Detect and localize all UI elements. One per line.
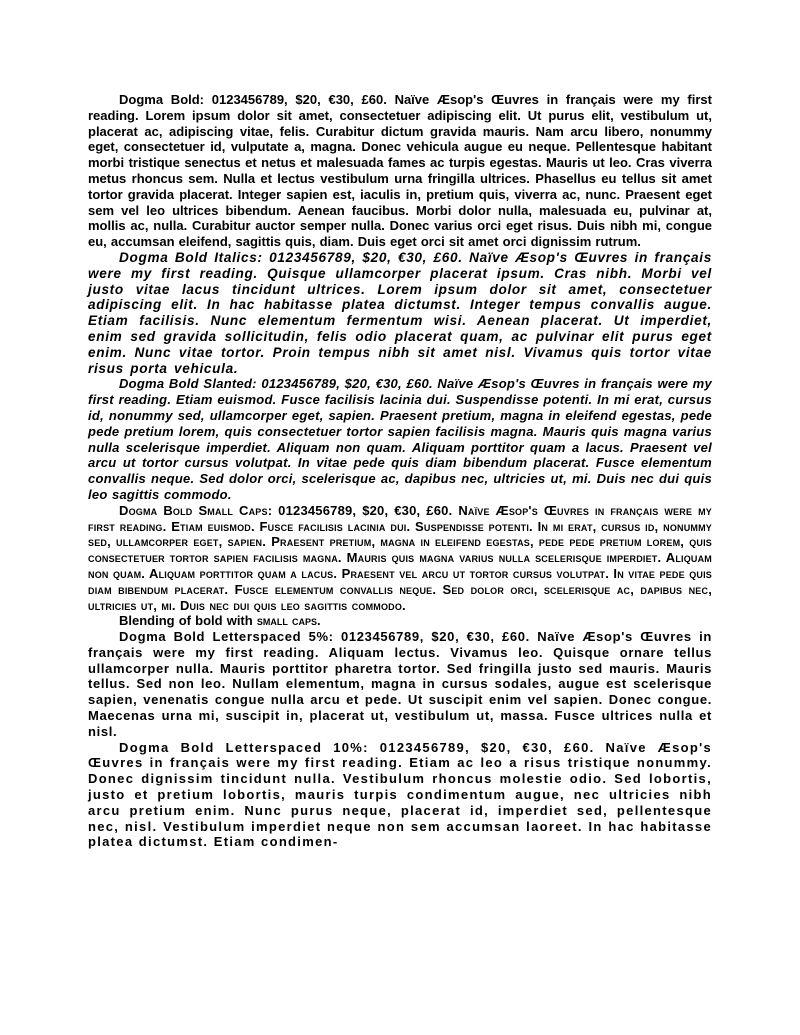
paragraph-dogma-bold-small-caps: Dogma Bold Small Caps: 0123456789, $20, €30, £60. Naïve Æsop's Œuvres in français were my first reading. Etiam euismod. Fusce facilisis lacinia dui. Suspendisse potenti. In mi erat, cursus id, nonummy sed, ullamcorper eget, sapien. Praesent pretium, magna in eleifend egestas, pede pede pretium lorem, quis consectetuer tortor sapien facilisis magna. Mauris quis magna varius nulla scelerisque imperdiet. Aliquam non quam. Aliquam porttitor quam a lacus. Praesent vel arcu ut tortor cursus volutpat. In vitae pede quis diam bibendum placerat. Fusce elementum convallis neque. Sed dolor orci, scelerisque ac, dapibus nec, ultricies ut, mi. Duis nec dui quis leo sagittis commodo. [88,502,712,613]
paragraph-dogma-bold-slanted: Dogma Bold Slanted: 0123456789, $20, €30, £60. Naïve Æsop's Œuvres in français were my first reading. Etiam euismod. Fusce facilisis lacinia dui. Suspendisse potenti. In mi erat, cursus id, nonummy sed, ullamcorper eget, sapien. Praesent pretium, magna in eleifend egestas, pede pede pretium lorem, quis consectetuer tortor sapien facilisis magna. Mauris quis magna varius nulla scelerisque imperdiet. Aliquam non quam. Aliquam porttitor quam a lacus. Praesent vel arcu ut tortor cursus volutpat. In vitae pede quis diam bibendum placerat. Fusce elementum convallis neque. Sed dolor orci, scelerisque ac, dapibus nec, ultricies ut, mi. Duis nec dui quis leo sagittis commodo. [88,376,712,502]
blending-small-caps-text: small caps. [256,613,321,629]
paragraph-dogma-bold-letterspaced-10: Dogma Bold Letterspaced 10%: 0123456789, $20, €30, £60. Naïve Æsop's Œuvres in français were my first reading. Etiam ac leo a risus tristique nonummy. Donec dignissim tincidunt nulla. Vestibulum rhoncus molestie odio. Sed lobortis, justo et pretium lobortis, mauris turpis condimentum augue, nec ultricies nibh arcu pretium enim. Nunc purus neque, placerat id, imperdiet sed, pellentesque nec, nisl. Vestibulum imperdiet neque non sem accumsan laoreet. In hac habitasse platea dictumst. Etiam condimen- [88,739,712,850]
paragraph-dogma-bold-letterspaced-5: Dogma Bold Letterspaced 5%: 0123456789, $20, €30, £60. Naïve Æsop's Œuvres in français were my first reading. Aliquam lectus. Vivamus leo. Quisque ornare tellus ullamcorper nulla. Mauris porttitor pharetra tortor. Sed fringilla justo sed mauris. Mauris tellus. Sed non leo. Nullam elementum, magna in cursus sodales, augue est scelerisque sapien, venenatis congue nulla arcu et pede. Ut suscipit enim vel sapien. Donec congue. Maecenas urna mi, suscipit in, placerat ut, vestibulum ut, massa. Fusce ultrices nulla et nisl. [88,629,712,739]
blending-lead-text: Blending of bold with [119,613,257,629]
paragraph-dogma-bold-italics: Dogma Bold Italics: 0123456789, $20, €30, £60. Naïve Æsop's Œuvres in français were my first reading. Quisque ullamcorper placerat ipsum. Cras nibh. Morbi vel justo vitae lacus tincidunt ultrices. Lorem ipsum dolor sit amet, consectetuer adipiscing elit. In hac habitasse platea dictumst. Integer tempus convallis augue. Etiam facilisis. Nunc elementum fermentum wisi. Aenean placerat. Ut imperdiet, enim sed gravida sollicitudin, felis odio placerat quam, ac pulvinar elit purus eget enim. Nunc vitae tortor. Proin tempus nibh sit amet nisl. Vivamus quis tortor vitae risus porta vehicula. [88,249,712,376]
paragraph-dogma-bold: Dogma Bold: 0123456789, $20, €30, £60. Naïve Æsop's Œuvres in français were my first reading. Lorem ipsum dolor sit amet, consectetuer adipiscing elit. Ut purus elit, vestibulum ut, placerat ac, adipiscing vitae, felis. Curabitur dictum gravida mauris. Nam arcu libero, nonummy eget, consectetuer id, vulputate a, magna. Donec vehicula augue eu neque. Pellentesque habitant morbi tristique senectus et netus et malesuada fames ac turpis egestas. Mauris ut leo. Cras viverra metus rhoncus sem. Nulla et lectus vestibulum urna fringilla ultrices. Phasellus eu tellus sit amet tortor gravida placerat. Integer sapien est, iaculis in, pretium quis, viverra ac, nunc. Praesent eget sem vel leo ultrices bibendum. Aenean faucibus. Morbi dolor nulla, malesuada eu, pulvinar at, mollis ac, nulla. Curabitur auctor semper nulla. Donec varius orci eget risus. Duis nibh mi, congue eu, accumsan eleifend, sagittis quis, diam. Duis eget orci sit amet orci dignissim rutrum. [88,92,712,250]
paragraph-blending-line [88,613,712,629]
